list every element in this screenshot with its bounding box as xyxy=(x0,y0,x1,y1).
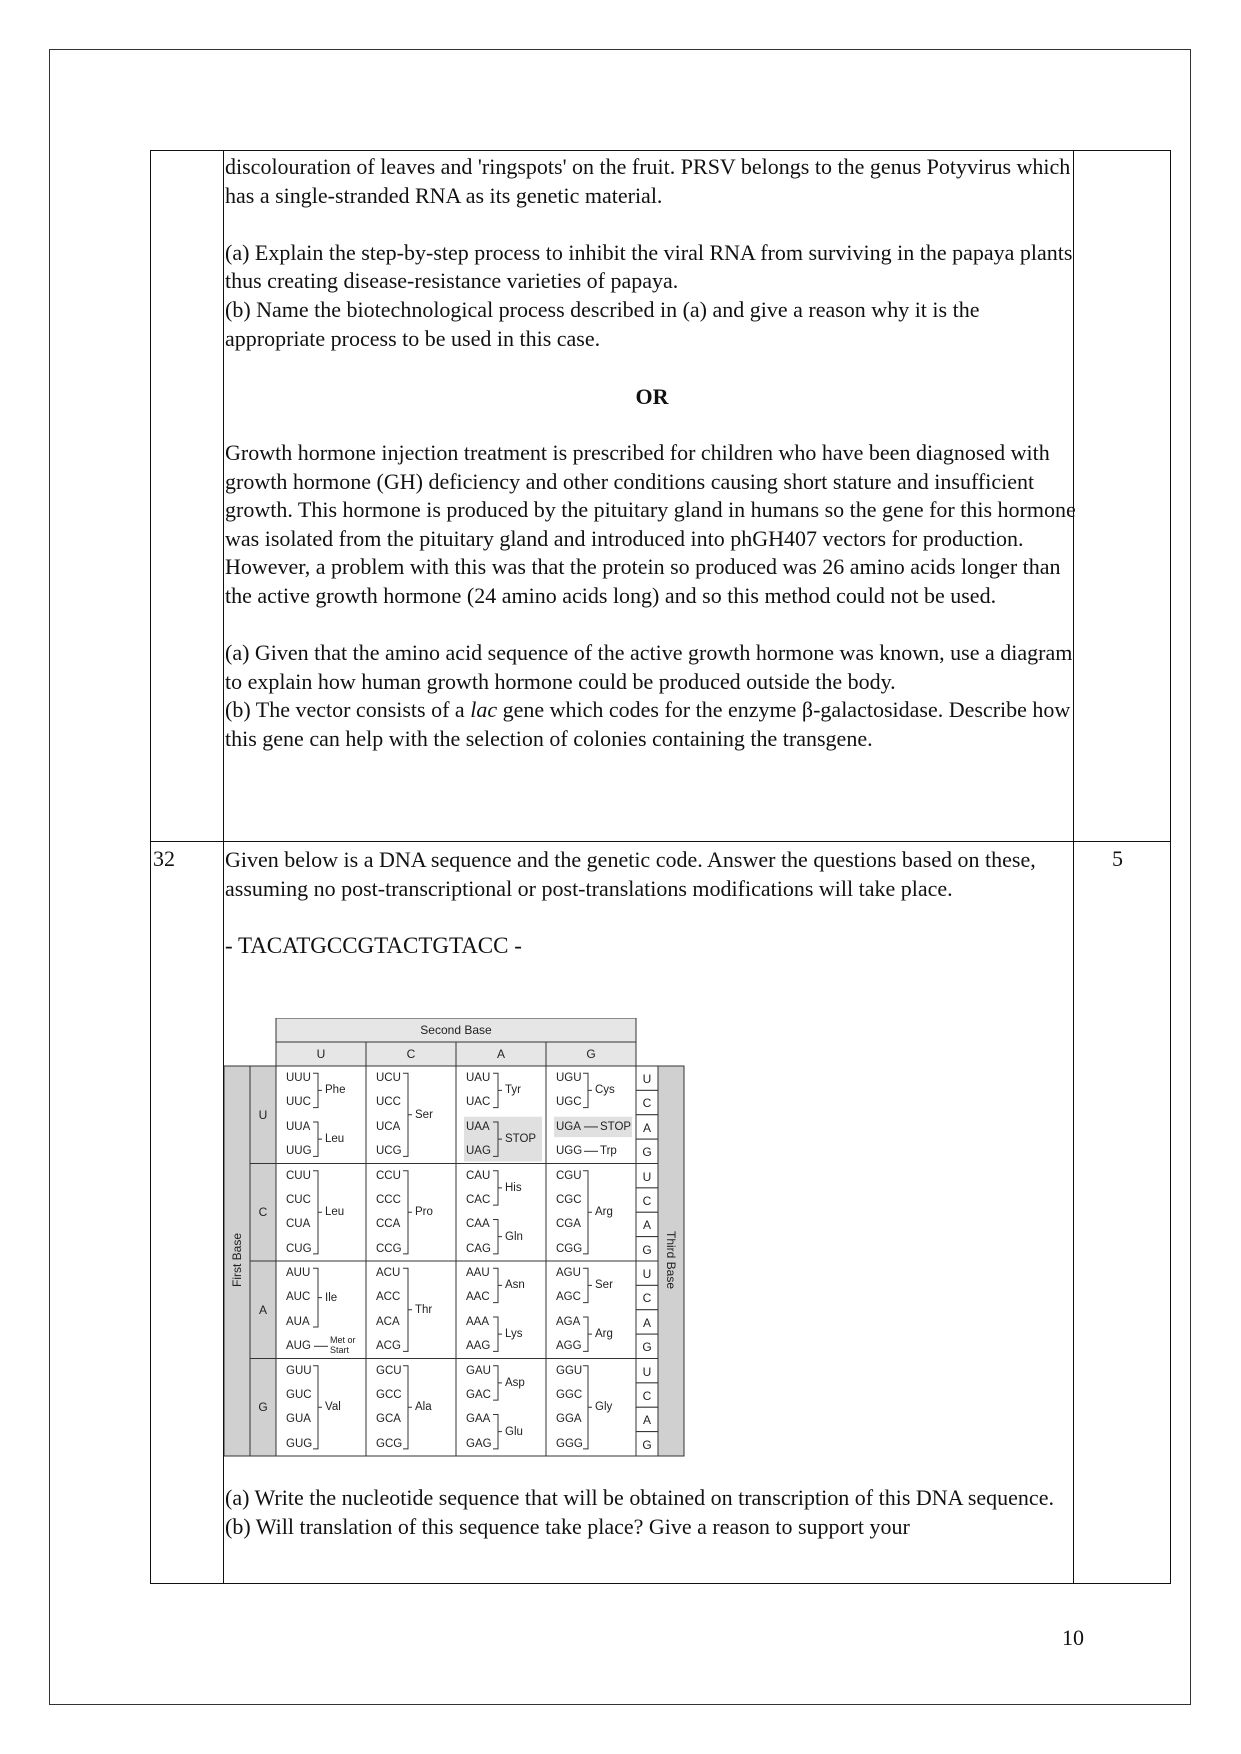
amino-acid-arg: Arg xyxy=(595,1328,613,1341)
lac-gene-term: lac xyxy=(470,697,498,723)
q31-alt-part-b xyxy=(225,696,1081,753)
amino-acid-phe: Phe xyxy=(325,1084,346,1097)
amino-acid-stop: STOP xyxy=(505,1133,537,1146)
codon-ACC: ACC xyxy=(376,1291,401,1304)
codon-GCA: GCA xyxy=(376,1413,401,1426)
second-base-letter-G: G xyxy=(586,1047,596,1061)
codon-CGC: CGC xyxy=(556,1193,582,1206)
third-base-letter-A: A xyxy=(642,1120,651,1135)
codon-AGC: AGC xyxy=(556,1291,581,1304)
codon-GAG: GAG xyxy=(466,1437,492,1450)
codon-UUU: UUU xyxy=(286,1072,311,1084)
codon-UCA: UCA xyxy=(376,1120,401,1133)
codon-UUG: UUG xyxy=(286,1145,312,1158)
codon-CCU: CCU xyxy=(376,1169,401,1182)
amino-acid-leu: Leu xyxy=(325,1133,345,1146)
third-base-letter-U: U xyxy=(642,1364,652,1379)
first-base-letter-G: G xyxy=(258,1400,268,1415)
amino-acid-ile: Ile xyxy=(325,1291,338,1304)
codon-CUG: CUG xyxy=(286,1242,312,1255)
question-marks: 5 xyxy=(1112,846,1123,871)
third-base-letter-C: C xyxy=(642,1388,652,1403)
codon-AAU: AAU xyxy=(466,1267,490,1279)
codon-UCC: UCC xyxy=(376,1096,401,1109)
third-base-letter-C: C xyxy=(642,1193,652,1208)
codon-CUA: CUA xyxy=(286,1218,311,1231)
codon-GGG: GGG xyxy=(556,1437,583,1450)
third-base-letter-G: G xyxy=(642,1242,652,1257)
codon-CAC: CAC xyxy=(466,1193,491,1206)
codon-GCG: GCG xyxy=(376,1437,403,1450)
amino-acid-ala: Ala xyxy=(415,1401,432,1414)
third-base-letter-U: U xyxy=(642,1169,652,1184)
q31-text-block xyxy=(225,153,1077,353)
codon-AUG: AUG xyxy=(286,1340,311,1353)
amino-acid-glu: Glu xyxy=(505,1425,523,1438)
codon-UCG: UCG xyxy=(376,1145,402,1158)
amino-acid-arg: Arg xyxy=(595,1206,613,1219)
third-base-letter-C: C xyxy=(642,1096,652,1111)
first-base-letter-C: C xyxy=(258,1205,268,1220)
codon-GGA: GGA xyxy=(556,1413,582,1426)
amino-acid-gly: Gly xyxy=(595,1401,613,1414)
dna-sequence: - TACATGCCGTACTGTACC - xyxy=(225,932,522,958)
q32-part-a: (a) Write the nucleotide sequence that will be obtained on transcription of this DNA sequence. xyxy=(225,1485,1054,1510)
codon-AGG: AGG xyxy=(556,1340,582,1353)
amino-acid-leu: Leu xyxy=(325,1206,345,1219)
q31-alt-text-block xyxy=(225,439,1081,754)
page-number: 10 xyxy=(1062,1625,1084,1650)
third-base-letter-G: G xyxy=(642,1145,652,1160)
question-number: 32 xyxy=(153,846,175,871)
amino-acid-asn: Asn xyxy=(505,1279,525,1292)
amino-acid-gln: Gln xyxy=(505,1230,523,1243)
codon-UGA: UGA xyxy=(556,1120,581,1133)
codon-GUA: GUA xyxy=(286,1413,311,1426)
codon-UAC: UAC xyxy=(466,1096,491,1109)
codon-CAA: CAA xyxy=(466,1218,490,1231)
second-base-label: Second Base xyxy=(420,1023,492,1037)
q32-text-block xyxy=(225,846,1077,960)
first-base-label: First Base xyxy=(230,1233,244,1288)
codon-UGG: UGG xyxy=(556,1145,583,1158)
q31-part-b: (b) Name the biotechnological process described in (a) and give a reason why it is the appropriate process to be used in this case. xyxy=(225,296,980,351)
codon-GAC: GAC xyxy=(466,1388,491,1401)
codon-ACU: ACU xyxy=(376,1267,401,1279)
codon-UCU: UCU xyxy=(376,1072,401,1084)
third-base-letter-U: U xyxy=(642,1267,652,1281)
amino-acid-trp: Trp xyxy=(600,1145,617,1158)
first-base-letter-A: A xyxy=(258,1302,267,1317)
third-base-letter-U: U xyxy=(642,1072,652,1086)
codon-ACG: ACG xyxy=(376,1340,401,1353)
codon-AAC: AAC xyxy=(466,1291,490,1304)
q31-alt-part-b-start: (b) The vector consists of a xyxy=(225,697,471,723)
codon-AAG: AAG xyxy=(466,1340,491,1353)
third-base-letter-G: G xyxy=(642,1340,652,1355)
codon-UAA: UAA xyxy=(466,1120,490,1133)
q31-alt-part-a: (a) Given that the amino acid sequence of the active growth hormone was known, use a diagram to explain how human growth hormone could be produced outside the body. xyxy=(225,640,1073,694)
q32-intro: Given below is a DNA sequence and the genetic code. Answer the questions based on these, assuming no post-transcriptional or post-translations modifications will take place. xyxy=(225,847,1036,901)
codon-AUA: AUA xyxy=(286,1315,310,1328)
codon-AUU: AUU xyxy=(286,1267,311,1279)
codon-GCC: GCC xyxy=(376,1388,402,1401)
genetic-code-table xyxy=(224,1018,688,1466)
codon-GCU: GCU xyxy=(376,1364,402,1377)
codon-CGU: CGU xyxy=(556,1169,582,1182)
codon-UAG: UAG xyxy=(466,1145,491,1158)
amino-acid-ser: Ser xyxy=(415,1108,433,1121)
codon-GAA: GAA xyxy=(466,1413,491,1426)
amino-acid-met-or-start: Met or Start xyxy=(330,1335,356,1356)
or-separator: OR xyxy=(635,384,669,409)
codon-AUC: AUC xyxy=(286,1291,311,1304)
codon-UGU: UGU xyxy=(556,1072,582,1084)
amino-acid-thr: Thr xyxy=(415,1303,433,1316)
codon-CUU: CUU xyxy=(286,1169,311,1182)
codon-CAG: CAG xyxy=(466,1242,491,1255)
amino-acid-val: Val xyxy=(325,1401,341,1414)
third-base-letter-G: G xyxy=(642,1437,652,1452)
codon-UUC: UUC xyxy=(286,1096,311,1109)
q32-part-b: (b) Will translation of this sequence take place? Give a reason to support your xyxy=(225,1513,910,1539)
amino-acid-his: His xyxy=(505,1181,522,1194)
amino-acid-stop: STOP xyxy=(600,1120,632,1133)
codon-CCC: CCC xyxy=(376,1193,401,1206)
q31-alt-paragraph: Growth hormone injection treatment is prescribed for children who have been diagnosed with growth hormone (GH) deficiency and other conditions causing short stature and insufficient growth. This hormone is produced by the pituitary gland in humans so the gene for this hormone was isolated from the pituitary gland and introduced into phGH407 vectors for production. However, a problem with this was that the protein so produced was 26 amino acids longer than the active growth hormone (24 amino acids long) and so this method could not be used. xyxy=(225,440,1076,608)
codon-GUG: GUG xyxy=(286,1437,313,1450)
third-base-label: Third Base xyxy=(664,1230,678,1290)
amino-acid-asp: Asp xyxy=(505,1376,525,1389)
codon-UGC: UGC xyxy=(556,1096,582,1109)
codon-CUC: CUC xyxy=(286,1193,311,1206)
codon-CCA: CCA xyxy=(376,1218,401,1231)
codon-AAA: AAA xyxy=(466,1315,490,1328)
codon-CCG: CCG xyxy=(376,1242,402,1255)
amino-acid-cys: Cys xyxy=(595,1084,615,1097)
q31-alt-part-b-end: gene which codes for the enzyme β-galactosidase. Describe how this gene can help with the selection of colonies containing the transgene. xyxy=(225,697,1071,751)
codon-ACA: ACA xyxy=(376,1315,400,1328)
amino-acid-pro: Pro xyxy=(415,1206,433,1219)
first-base-letter-U: U xyxy=(258,1107,268,1122)
codon-AGU: AGU xyxy=(556,1267,581,1279)
q32-parts-block xyxy=(225,1484,1077,1541)
third-base-letter-A: A xyxy=(642,1413,651,1428)
codon-GUC: GUC xyxy=(286,1388,312,1401)
third-base-letter-C: C xyxy=(642,1291,652,1306)
amino-acid-lys: Lys xyxy=(505,1328,523,1341)
codon-UAU: UAU xyxy=(466,1072,491,1084)
q31-part-a: (a) Explain the step-by-step process to inhibit the viral RNA from surviving in the papaya plants thus creating disease-resistance varieties of papaya. xyxy=(225,239,1073,294)
codon-GUU: GUU xyxy=(286,1364,312,1377)
amino-acid-tyr: Tyr xyxy=(505,1084,521,1097)
codon-UUA: UUA xyxy=(286,1120,311,1133)
codon-GAU: GAU xyxy=(466,1364,491,1377)
codon-CAU: CAU xyxy=(466,1169,491,1182)
second-base-letter-A: A xyxy=(496,1047,505,1061)
row-divider xyxy=(151,841,1170,842)
second-base-letter-C: C xyxy=(406,1047,416,1061)
third-base-letter-A: A xyxy=(642,1218,651,1233)
codon-GGC: GGC xyxy=(556,1388,583,1401)
third-base-letter-A: A xyxy=(642,1315,651,1330)
q31-paragraph-1: discolouration of leaves and 'ringspots' on the fruit. PRSV belongs to the genus Potyvirus which has a single-stranded RNA as its genetic material. xyxy=(225,154,1071,208)
codon-GGU: GGU xyxy=(556,1364,583,1377)
second-base-letter-U: U xyxy=(316,1047,326,1061)
codon-AGA: AGA xyxy=(556,1315,581,1328)
codon-CGA: CGA xyxy=(556,1218,581,1231)
amino-acid-ser: Ser xyxy=(595,1279,613,1292)
codon-CGG: CGG xyxy=(556,1242,583,1255)
